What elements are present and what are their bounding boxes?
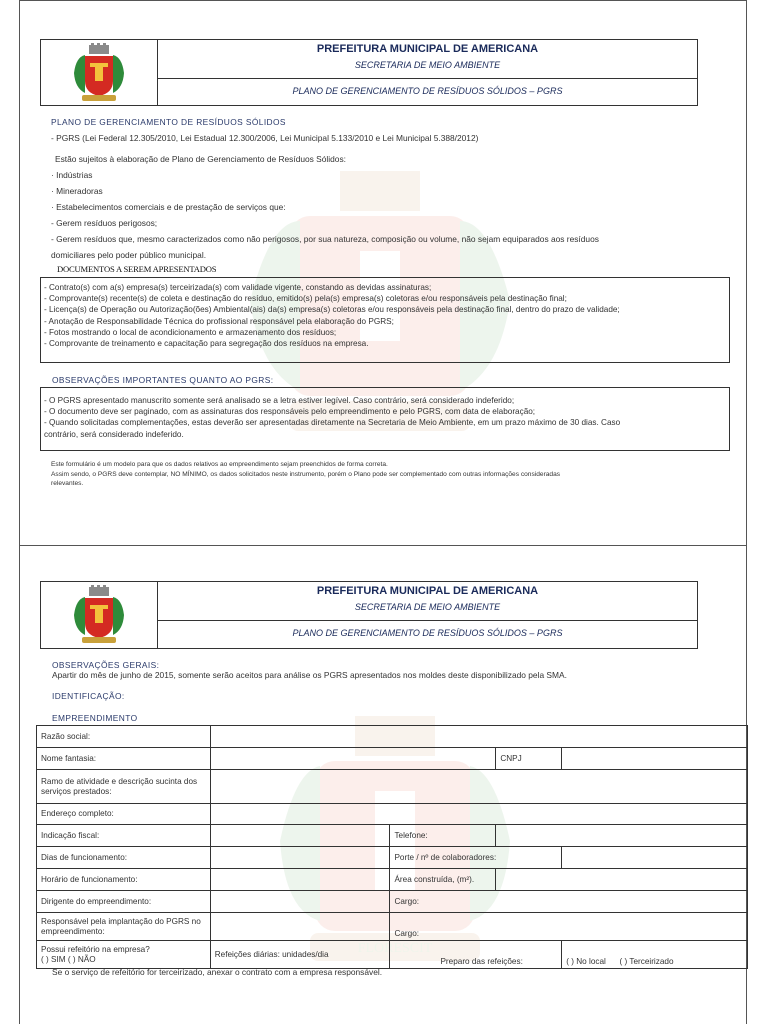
general-observations-title: OBSERVAÇÕES GERAIS: [52,660,160,670]
subject-item: · Estabelecimentos comerciais e de prestação de serviços que: [51,202,286,212]
crest-logo [41,582,158,648]
crest-icon [70,585,128,645]
header-subtitle: SECRETARIA DE MEIO AMBIENTE [354,60,501,70]
field-label: Indicação fiscal: [37,825,211,847]
field-label: CNPJ [496,748,562,770]
observation-item: - O documento deve ser paginado, com as assinaturas dos responsáveis pelo empreendimento e pelo PGRS, com data de elaboração; [44,407,536,417]
razao-social-input[interactable] [210,726,747,748]
field-label: Cargo: [390,913,748,941]
document-item: - Contrato(s) com a(s) empresa(s) terceirizada(s) com validade vigente, constando as devidas assinaturas; [44,283,432,292]
note-line: Este formulário é um modelo para que os dados relativos ao empreendimento sejam preenchidos de forma correta. [51,461,388,468]
header-title: PREFEITURA MUNICIPAL DE AMERICANA [316,585,539,597]
telefone-input[interactable] [496,825,748,847]
identification-title: IDENTIFICAÇÃO: [52,691,125,701]
observations-box [40,387,730,451]
footer-note: Se o serviço de refeitório for terceirizado, anexar o contrato com a empresa responsável. [52,967,383,977]
refeitorio-options[interactable]: ( ) SIM ( ) NÃO [41,954,96,964]
document-item: - Fotos mostrando o local de acondicionamento e armazenamento dos resíduos; [44,327,337,337]
nome-fantasia-input[interactable] [210,748,496,770]
horario-input[interactable] [210,869,390,891]
endereco-input[interactable] [210,804,747,825]
field-label: Cargo: [390,891,748,913]
document-item: - Comprovante de treinamento e capacitação para segregação dos resíduos na empresa. [44,339,369,349]
field-label: Nome fantasia: [37,748,211,770]
legal-reference: - PGRS (Lei Federal 12.305/2010, Lei Estadual 12.300/2006, Lei Municipal 5.133/2010 e Lei Municipal 5.388/2012) [51,133,479,143]
field-label: Telefone: [390,825,496,847]
porte-input[interactable] [562,847,748,869]
field-label: Responsável pela implantação do PGRS no empreendimento: [37,913,211,941]
subject-item: · Mineradoras [51,186,103,196]
subject-item: - Gerem resíduos perigosos; [51,218,158,228]
observation-item: - Quando solicitadas complementações, estas deverão ser apresentadas diretamente na Secretaria de Meio Ambiente, em um prazo máximo de 30 dias. Caso [44,418,621,428]
indicacao-fiscal-input[interactable] [210,825,390,847]
header-plan: PLANO DE GERENCIAMENTO DE RESÍDUOS SÓLIDOS – PGRS [158,620,697,649]
header-plan: PLANO DE GERENCIAMENTO DE RESÍDUOS SÓLIDOS – PGRS [158,78,697,106]
header-p2 [40,581,698,649]
terceirizado-checkbox[interactable]: ( ) Terceirizado [619,957,674,966]
refeitorio-question[interactable] [37,941,211,969]
header-subtitle: SECRETARIA DE MEIO AMBIENTE [354,602,501,612]
identification-form [36,725,748,969]
dirigente-input[interactable] [210,891,390,913]
ramo-atividade-input[interactable] [210,770,747,804]
area-input[interactable] [496,869,748,891]
field-label: Dias de funcionamento: [37,847,211,869]
field-label: Refeições diárias: unidades/dia [210,941,390,969]
enterprise-title: EMPREENDIMENTO [52,713,138,723]
observation-item: - O PGRS apresentado manuscrito somente será analisado se a letra estiver legível. Caso contrário, será considerado indeferido; [44,396,515,405]
crest-logo [41,40,158,105]
documents-title: DOCUMENTOS A SEREM APRESENTADOS [57,264,217,274]
page-1 [19,0,747,546]
subject-item: · Indústrias [51,170,93,180]
crest-icon [70,43,128,103]
section-title: PLANO DE GERENCIAMENTO DE RESÍDUOS SÓLIDOS [51,117,286,127]
document-item: - Anotação de Responsabilidade Técnica do profissional responsável pela elaboração do PGRS; [44,316,394,326]
field-label: Dirigente do empreendimento: [37,891,211,913]
field-label: Razão social: [37,726,211,748]
document-item: - Licença(s) de Operação ou Autorização(ões) Ambiental(ais) da(s) empresa(s) coletoras e/ou responsáveis pela destinação final, dentro do prazo de validade; [44,305,620,315]
no-local-checkbox[interactable]: ( ) No local [566,957,606,966]
dias-funcionamento-input[interactable] [210,847,390,869]
cnpj-input[interactable] [562,748,748,770]
subject-item: - Gerem resíduos que, mesmo caracterizados como não perigosos, por sua natureza, composição ou volume, não sejam equiparados aos resíduos [51,234,599,244]
field-label: Possui refeitório na empresa? [41,944,150,954]
note-line: relevantes. [51,480,84,487]
watermark-text: FLORESCIT [357,941,433,956]
field-label: Horário de funcionamento: [37,869,211,891]
observations-title: OBSERVAÇÕES IMPORTANTES QUANTO AO PGRS: [52,375,274,385]
header-title: PREFEITURA MUNICIPAL DE AMERICANA [316,43,539,55]
field-label: Ramo de atividade e descrição sucinta dos serviços prestados: [37,770,211,804]
general-observations-text: Apartir do mês de junho de 2015, somente serão aceitos para análise os PGRS apresentados nos moldes deste disponibilizado pela SMA. [52,670,567,680]
subjects-intro: Estão sujeitos à elaboração de Plano de Gerenciamento de Resíduos Sólidos: [55,154,346,164]
note-line: Assim sendo, o PGRS deve contemplar, NO MÍNIMO, os dados solicitados neste instrumento, porém o Plano pode ser complementado com outras informações consideradas [51,470,561,478]
header-p1 [40,39,698,106]
subject-item: domiciliares pelo poder público municipal. [51,250,207,260]
field-label: Área construída, (m²). [390,869,496,891]
observation-item: contrário, será considerado indeferido. [44,429,184,439]
documents-box [40,277,730,363]
field-label: Endereço completo: [37,804,211,825]
document-item: - Comprovante(s) recente(s) de coleta e destinação do resíduo, emitido(s) pela(s) empresa(s) coletoras e/ou responsáveis pela destinação final; [44,294,567,304]
field-label: Preparo das refeições: [390,941,562,969]
form-notes [51,460,560,489]
field-label: Porte / nº de colaboradores: [390,847,562,869]
responsavel-input[interactable] [210,913,390,941]
